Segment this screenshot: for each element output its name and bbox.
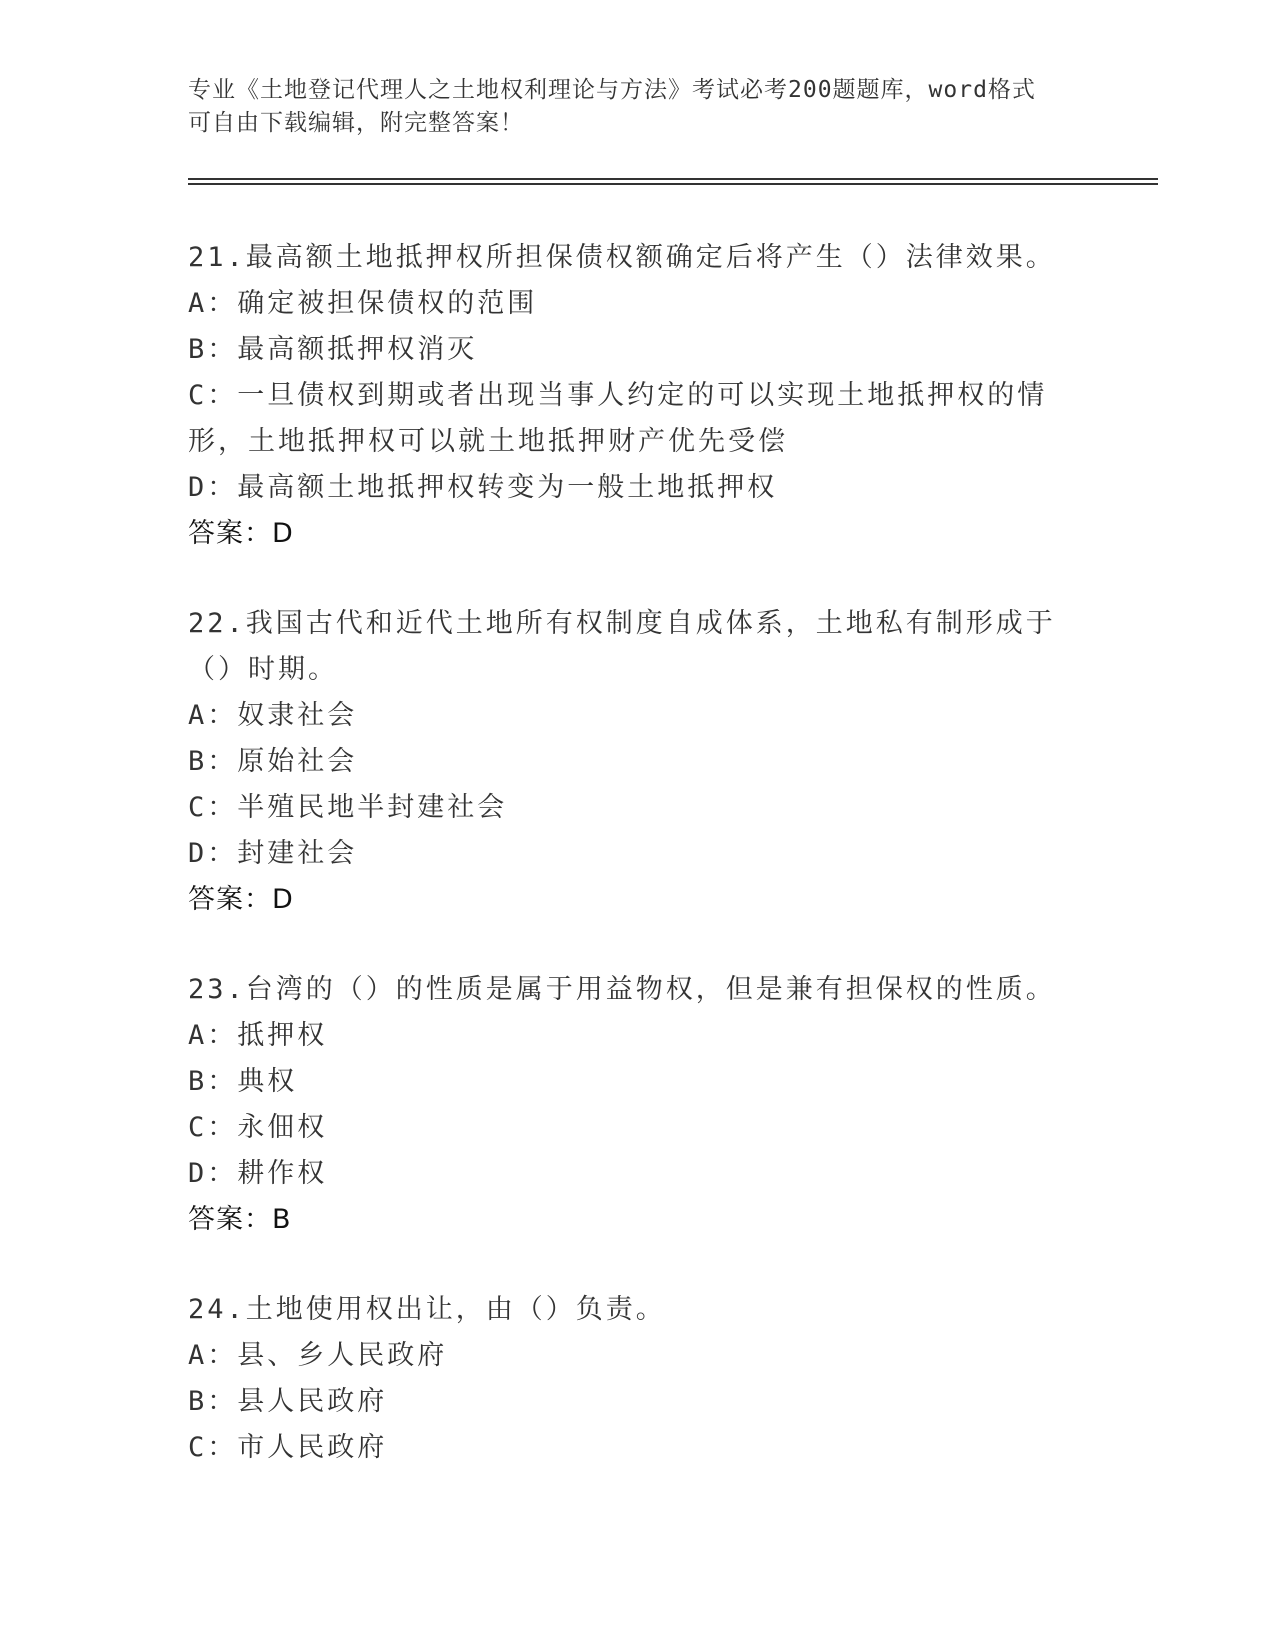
option-b: B：县人民政府 xyxy=(188,1386,388,1417)
option-c: C：市人民政府 xyxy=(188,1432,388,1463)
answer-label: 答案：B xyxy=(188,1204,292,1235)
option-c: C：永佃权 xyxy=(188,1112,328,1143)
option-c: C：半殖民地半封建社会 xyxy=(188,792,508,823)
document-header xyxy=(188,74,1088,140)
question-spacer xyxy=(188,557,1068,601)
option-b: B：最高额抵押权消灭 xyxy=(188,334,478,365)
option-a: A：抵押权 xyxy=(188,1020,328,1051)
option-d: D：最高额土地抵押权转变为一般土地抵押权 xyxy=(188,472,778,503)
question-21 xyxy=(188,235,1068,557)
answer-label: 答案：D xyxy=(188,884,294,915)
header-divider-top xyxy=(188,178,1158,180)
answer-label: 答案：D xyxy=(188,518,294,549)
question-stem: 21.最高额土地抵押权所担保债权额确定后将产生（）法律效果。 xyxy=(188,242,1056,273)
header-title-line-1: 专业《土地登记代理人之土地权利理论与方法》考试必考200题题库，word格式 xyxy=(188,77,1036,103)
option-d: D：封建社会 xyxy=(188,838,358,869)
question-spacer xyxy=(188,923,1068,967)
option-c: C：一旦债权到期或者出现当事人约定的可以实现土地抵押权的情形，土地抵押权可以就土地抵押财产优先受偿 xyxy=(188,380,1048,457)
option-b: B：原始社会 xyxy=(188,746,358,777)
question-24 xyxy=(188,1287,1068,1471)
question-23 xyxy=(188,967,1068,1243)
header-divider-bottom xyxy=(188,183,1158,185)
option-b: B：典权 xyxy=(188,1066,298,1097)
header-title-line-2: 可自由下载编辑，附完整答案！ xyxy=(188,110,524,136)
question-list xyxy=(188,235,1068,1471)
option-d: D：耕作权 xyxy=(188,1158,328,1189)
question-stem: 24.土地使用权出让，由（）负责。 xyxy=(188,1294,666,1325)
option-a: A：奴隶社会 xyxy=(188,700,358,731)
question-stem: 22.我国古代和近代土地所有权制度自成体系，土地私有制形成于（）时期。 xyxy=(188,608,1056,685)
question-spacer xyxy=(188,1243,1068,1287)
question-22 xyxy=(188,601,1068,923)
option-a: A：确定被担保债权的范围 xyxy=(188,288,538,319)
option-a: A：县、乡人民政府 xyxy=(188,1340,448,1371)
question-stem: 23.台湾的（）的性质是属于用益物权，但是兼有担保权的性质。 xyxy=(188,974,1056,1005)
